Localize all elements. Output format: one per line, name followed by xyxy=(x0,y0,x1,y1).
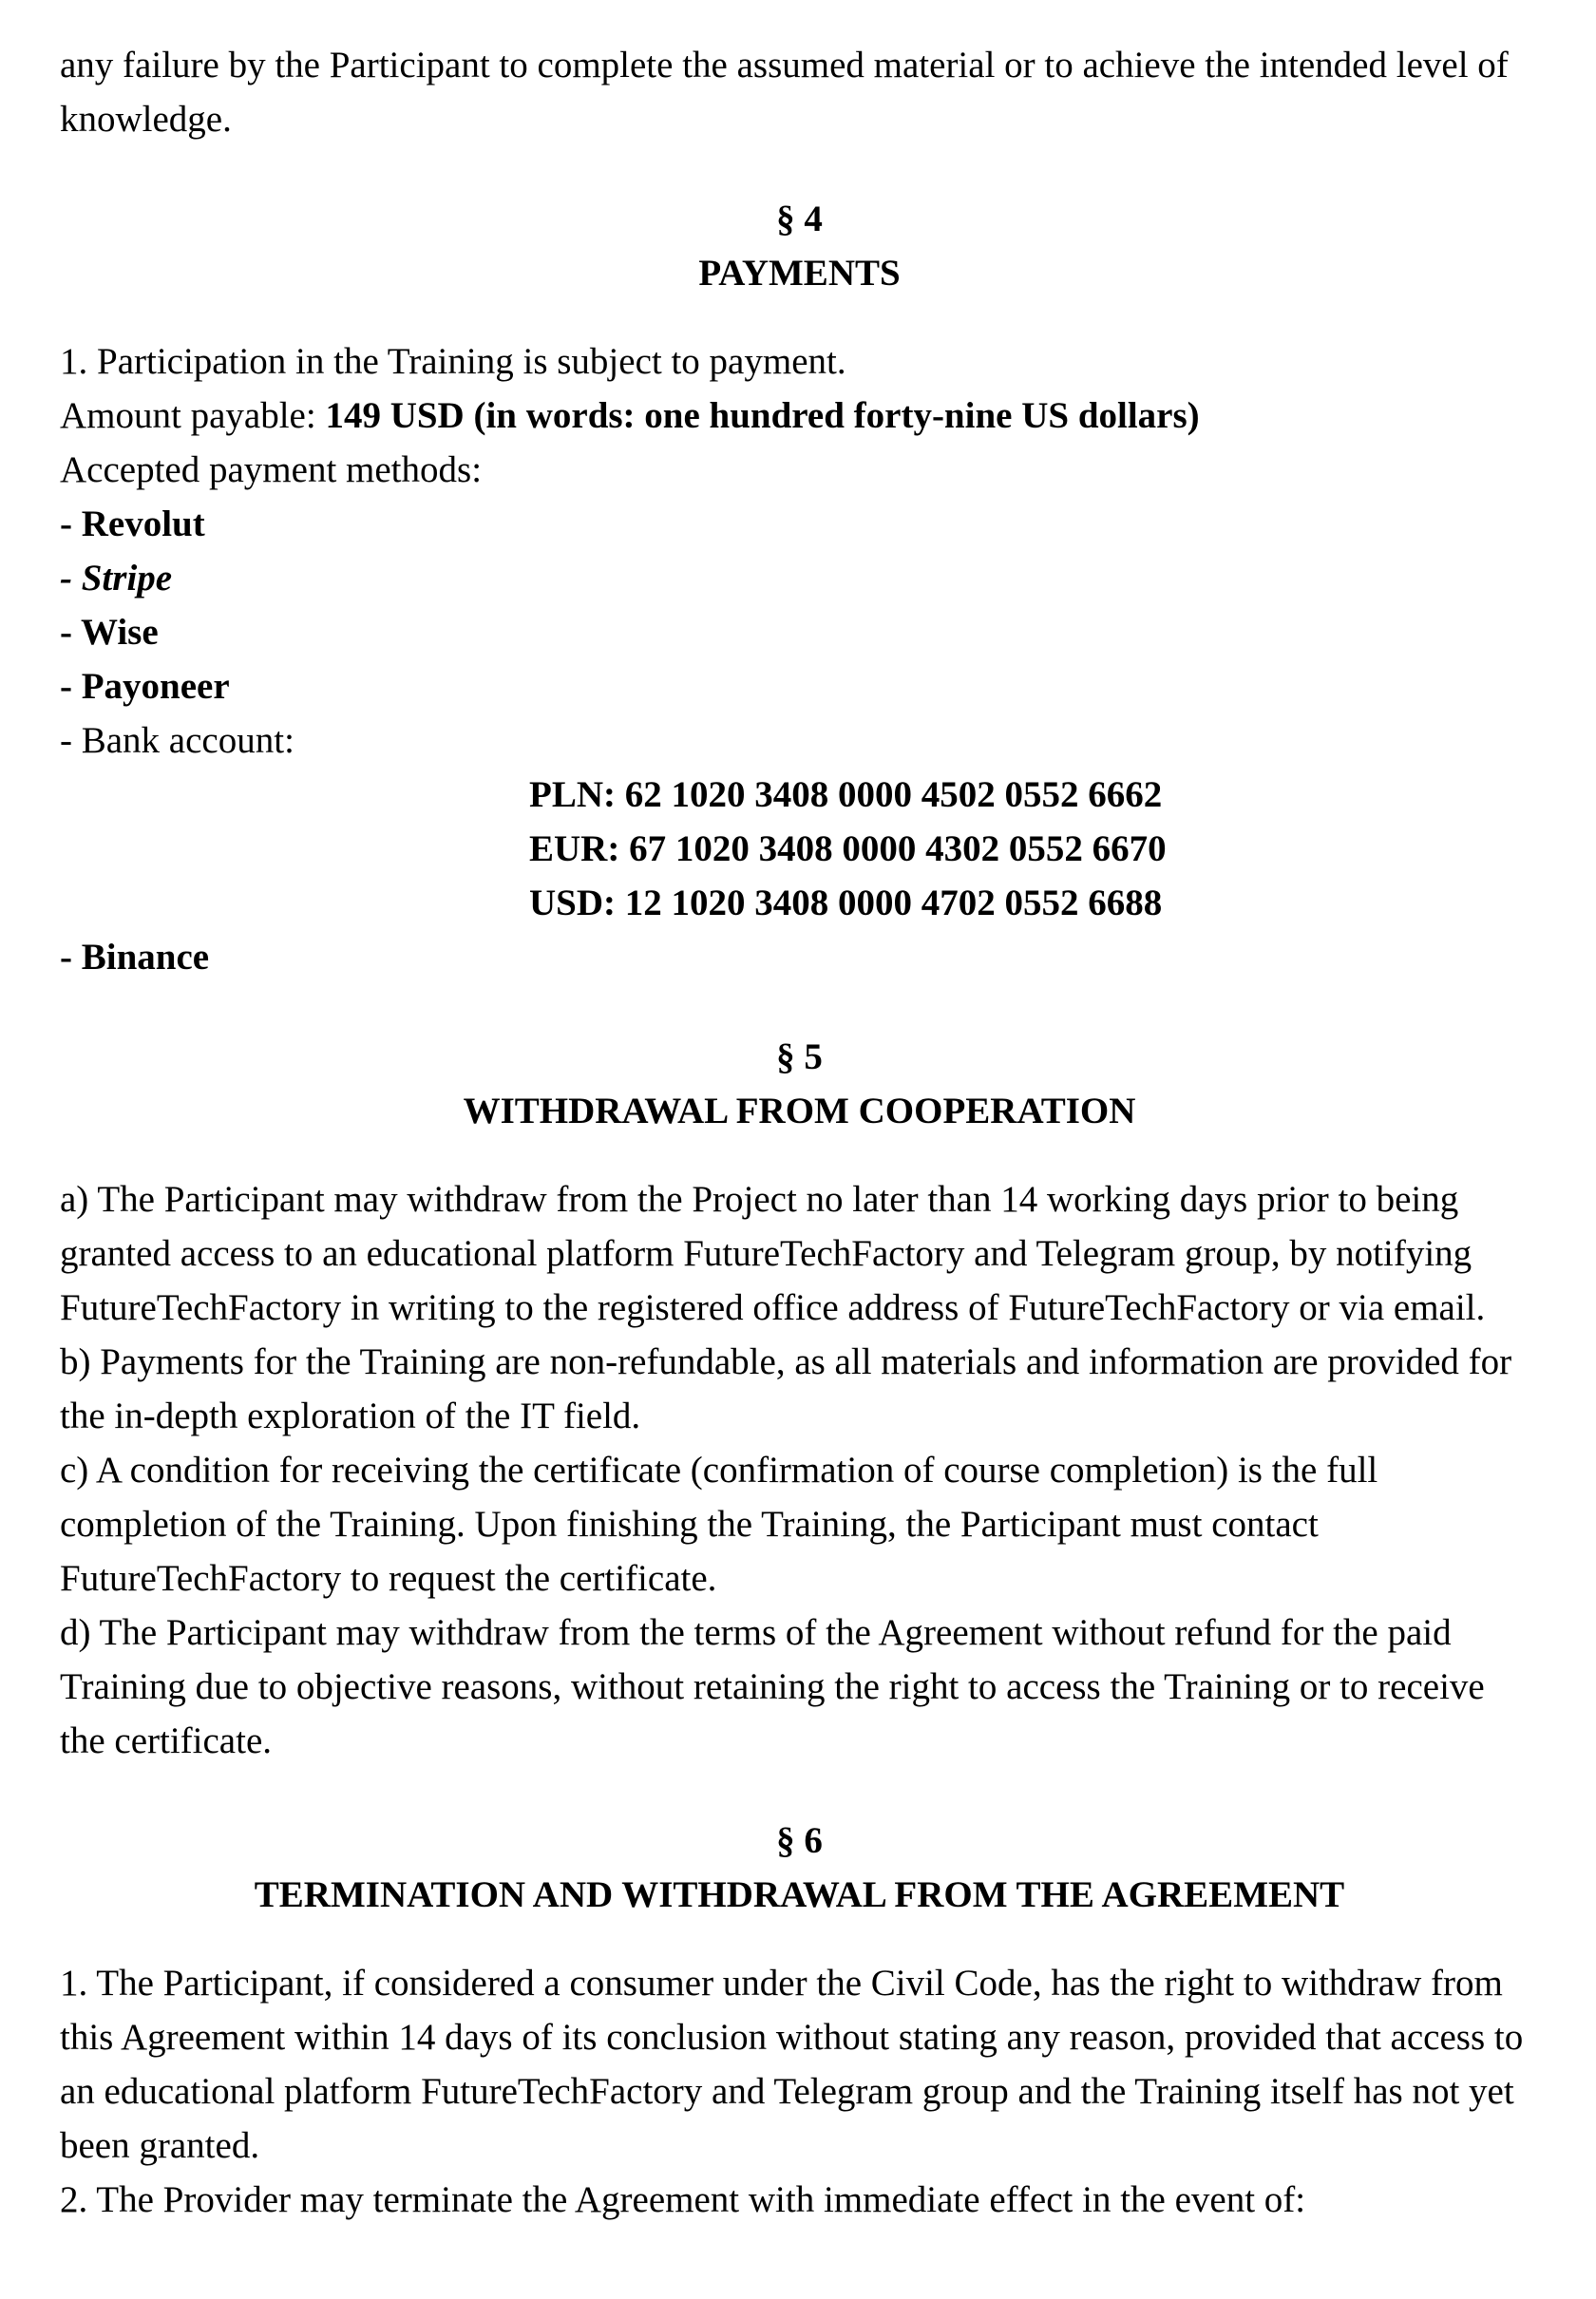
bank-account-list xyxy=(529,768,1539,930)
payment-method-payoneer: - Payoneer xyxy=(60,666,230,707)
section-6-heading xyxy=(60,1814,1539,1922)
amount-payable-value: 149 USD (in words: one hundred forty-nine US dollars) xyxy=(325,395,1200,436)
withdrawal-clause-c: c) A condition for receiving the certificate (confirmation of course completion) is the full completion of the Training. Upon finishing the Training, the Participant must contact FutureTechFactory to request the certificate. xyxy=(60,1450,1378,1599)
payment-method-wise: - Wise xyxy=(60,612,159,653)
section-6-title: TERMINATION AND WITHDRAWAL FROM THE AGREEMENT xyxy=(254,1874,1345,1915)
termination-clause-2: 2. The Provider may terminate the Agreement with immediate effect in the event of: xyxy=(60,2179,1306,2220)
amount-payable-line xyxy=(60,389,1539,443)
amount-payable-label: Amount payable: xyxy=(60,395,326,436)
payment-method-revolut: - Revolut xyxy=(60,504,205,544)
section-4-heading xyxy=(60,192,1539,300)
bank-account-usd: USD: 12 1020 3408 0000 4702 0552 6688 xyxy=(529,883,1163,923)
section-4-title: PAYMENTS xyxy=(698,253,901,294)
section-4-number: § 4 xyxy=(776,199,823,239)
section-5-number: § 5 xyxy=(776,1036,823,1077)
payment-method-binance: - Binance xyxy=(60,937,210,978)
payment-methods-label: Accepted payment methods: xyxy=(60,449,483,490)
payment-method-bank-account-label: - Bank account: xyxy=(60,720,294,761)
payment-method-stripe: - Stripe xyxy=(60,558,173,598)
withdrawal-clause-b: b) Payments for the Training are non-refundable, as all materials and information are provided for the in-depth exploration of the IT field. xyxy=(60,1341,1512,1436)
carryover-paragraph: any failure by the Participant to complete the assumed material or to achieve the intended level of knowledge. xyxy=(60,45,1509,140)
bank-account-eur: EUR: 67 1020 3408 0000 4302 0552 6670 xyxy=(529,828,1167,869)
bank-account-pln: PLN: 62 1020 3408 0000 4502 0552 6662 xyxy=(529,774,1163,815)
payment-participation-line: 1. Participation in the Training is subject to payment. xyxy=(60,341,846,382)
withdrawal-clause-d: d) The Participant may withdraw from the terms of the Agreement without refund for the paid Training due to objective reasons, without retaining the right to access the Training or to receive the certificate. xyxy=(60,1612,1485,1761)
termination-clause-1: 1. The Participant, if considered a consumer under the Civil Code, has the right to withdraw from this Agreement within 14 days of its conclusion without stating any reason, provided that access to an educational platform FutureTechFactory and Telegram group and the Training itself has not yet been granted. xyxy=(60,1963,1524,2166)
section-5-heading xyxy=(60,1030,1539,1138)
section-6-number: § 6 xyxy=(776,1820,823,1861)
withdrawal-clause-a: a) The Participant may withdraw from the Project no later than 14 working days prior to being granted access to an educational platform FutureTechFactory and Telegram group, by notifying FutureTechFactory in writing to the registered office address of FutureTechFactory or via email. xyxy=(60,1179,1486,1328)
section-5-title: WITHDRAWAL FROM COOPERATION xyxy=(463,1091,1136,1131)
